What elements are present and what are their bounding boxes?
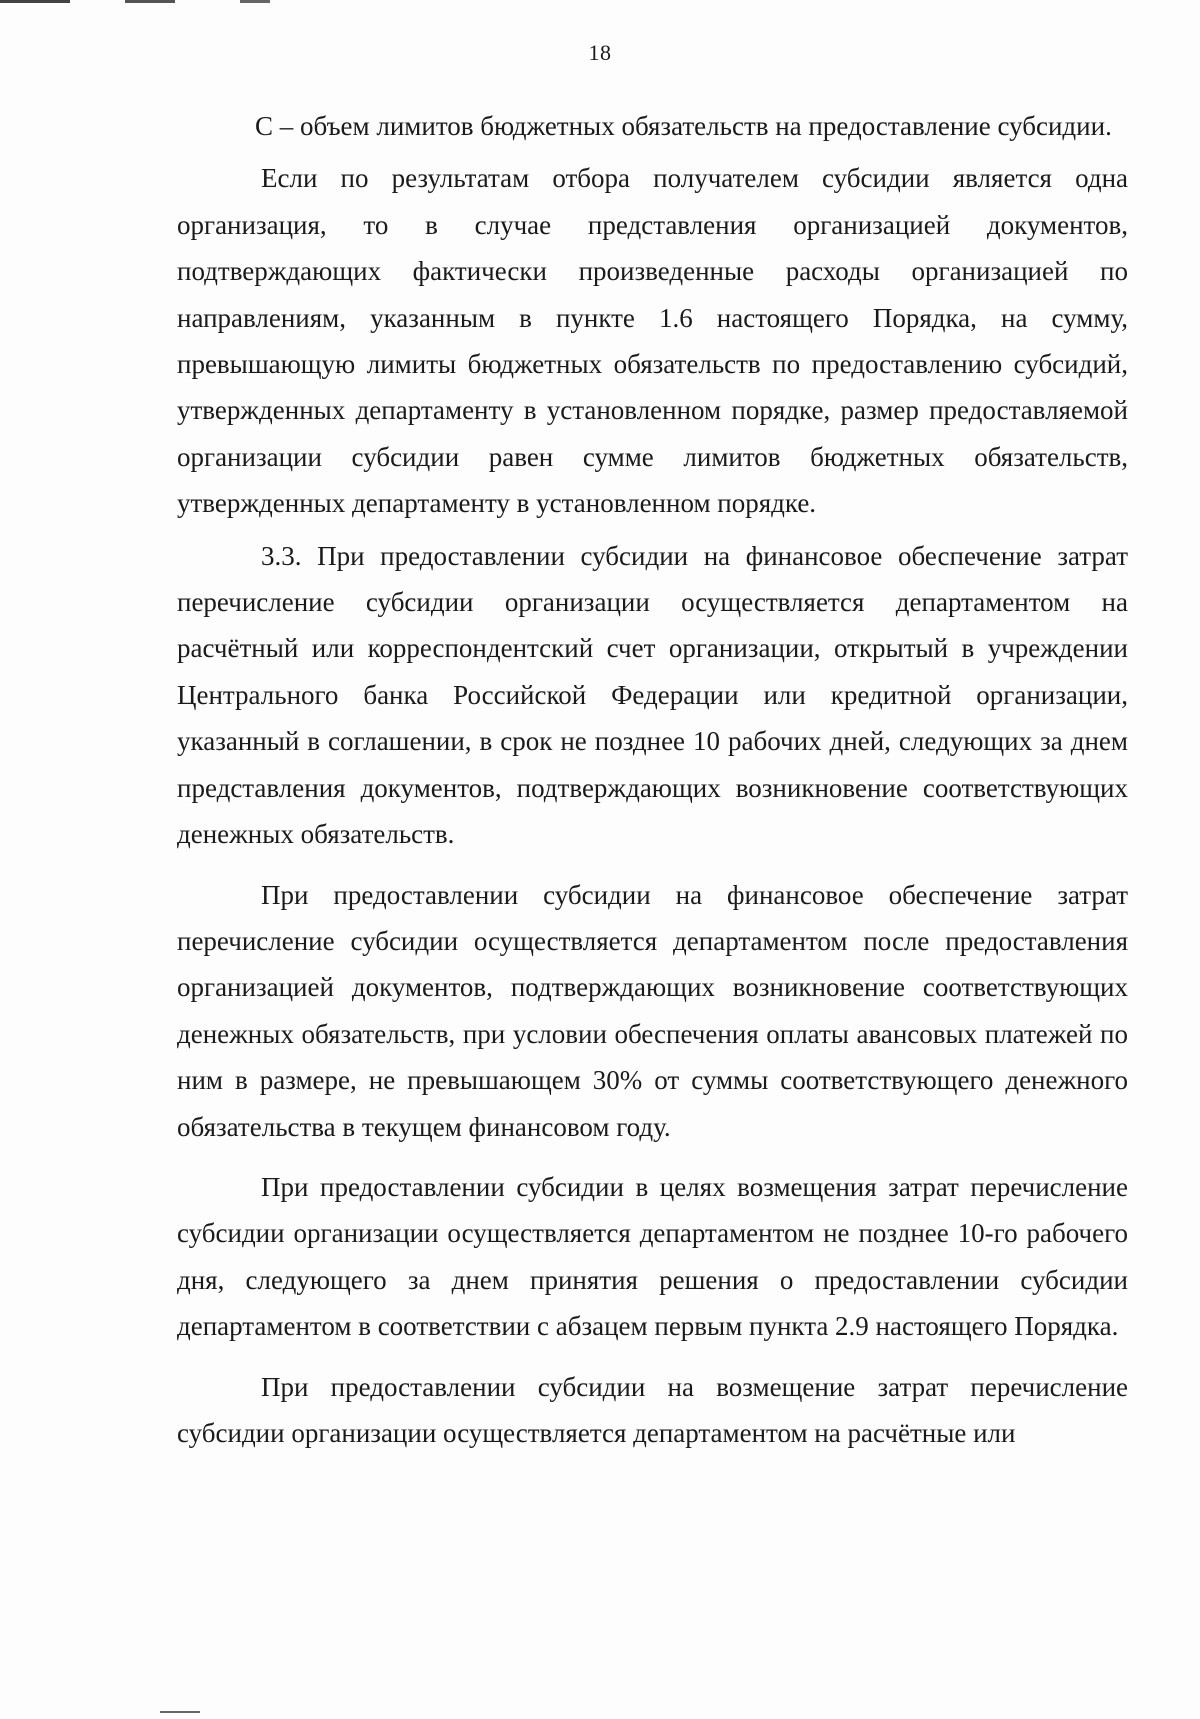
paragraph-definition: С – объем лимитов бюджетных обязательств на предоставление субсидии.: [255, 111, 1112, 141]
scan-edge-bottom: [0, 1711, 200, 1713]
document-body: [177, 103, 1128, 1456]
paragraph-reimbursement-transfer: При предоставлении субсидии на возмещение затрат перечисление субсидии организации осуществляется департаментом на расчётные или: [177, 1371, 1128, 1448]
paragraph-reimbursement-deadline: При предоставлении субсидии в целях возмещения затрат перечисление субсидии организации осуществляется департаментом не позднее 10-го рабочего дня, следующего за днем принятия решения о предоставлении субсидии департаментом в соответствии с абзацем первым пункта 2.9 настоящего Порядка.: [177, 1171, 1128, 1342]
scan-edge-top: [0, 0, 380, 3]
paragraph-single-recipient: Если по результатам отбора получателем субсидии является одна организация, то в случае представления организацией документов, подтверждающих фактически произведенные расходы организацией по направлениям, указанным в пункте 1.6 настоящего Порядка, на сумму, превышающую лимиты бюджетных обязательств по предоставлению субсидий, утвержденных департаменту в установленном порядке, размер предоставляемой организации субсидии равен сумме лимитов бюджетных обязательств, утвержденных департаменту в установленном порядке.: [177, 163, 1128, 519]
paragraph-financial-provision: При предоставлении субсидии на финансовое обеспечение затрат перечисление субсидии осуществляется департаментом после предоставления организацией документов, подтверждающих возникновение соответствующих денежных обязательств, при условии обеспечения оплаты авансовых платежей по ним в размере, не превышающем 30% от суммы соответствующего денежного обязательства в текущем финансовом году.: [177, 879, 1128, 1142]
paragraph-3-3: 3.3. При предоставлении субсидии на финансовое обеспечение затрат перечисление субсидии организации осуществляется департаментом на расчётный или корреспондентский счет организации, открытый в учреждении Центрального банка Российской Федерации или кредитной организации, указанный в соглашении, в срок не позднее 10 рабочих дней, следующих за днем представления документов, подтверждающих возникновение соответствующих денежных обязательств.: [177, 540, 1128, 850]
page-number: 18: [588, 40, 612, 65]
